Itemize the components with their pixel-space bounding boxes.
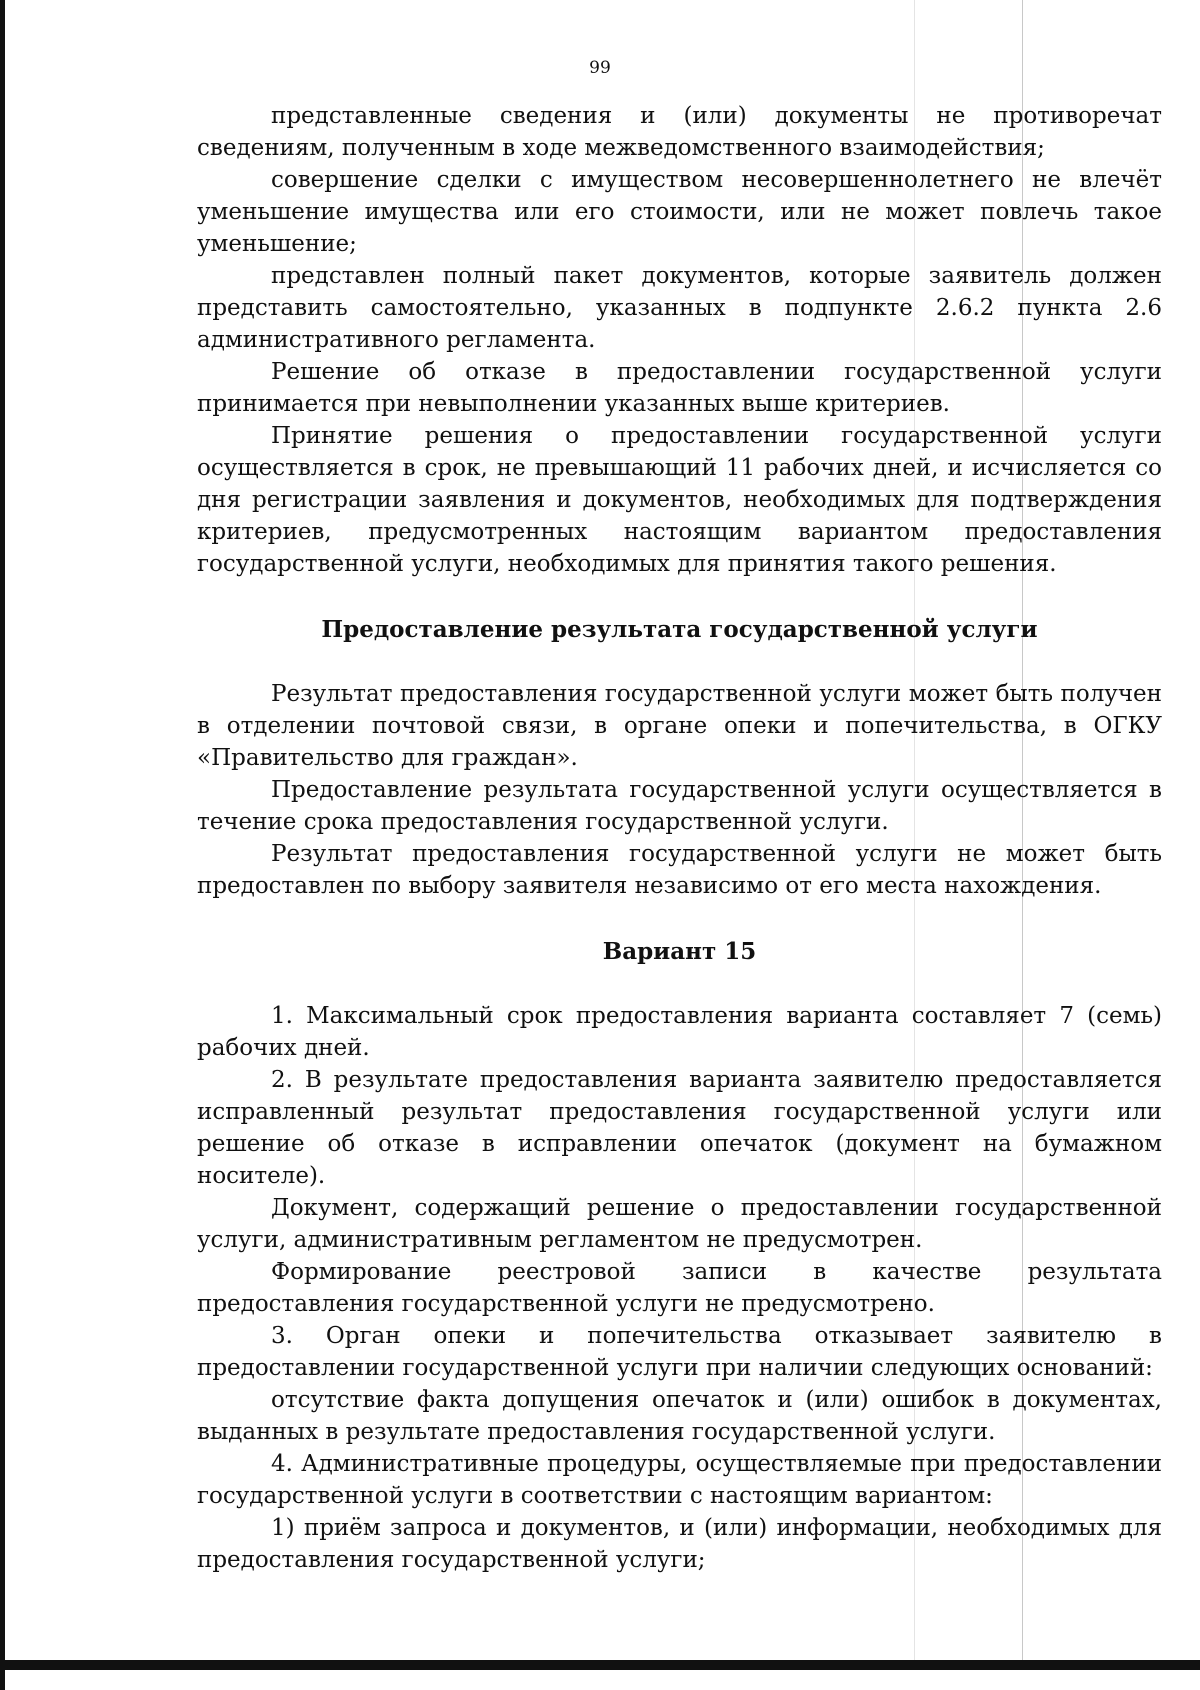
paragraph: Принятие решения о предоставлении государственной услуги осуществляется в срок, не превышающий 11 рабочих дней, и исчисляется со дня регистрации заявления и документов, необходимых для подтверждения критериев, предусмотренных настоящим вариантом предоставления государственной услуги, необходимых для принятия такого решения. [197,423,1162,577]
paragraph: 4. Административные процедуры, осуществляемые при предоставлении государственной услуги в соответствии с настоящим вариантом: [197,1451,1162,1509]
scan-border-left [0,0,5,1690]
section-heading-variant: Вариант 15 [602,938,757,965]
paragraph: Результат предоставления государственной услуги не может быть предоставлен по выбору заявителя независимо от его места нахождения. [197,841,1162,899]
paragraph: представлен полный пакет документов, которые заявитель должен представить самостоятельно, указанных в подпункте 2.6.2 пункта 2.6 административного регламента. [197,263,1162,353]
paragraph: 3. Орган опеки и попечительства отказывает заявителю в предоставлении государственной услуги при наличии следующих оснований: [197,1323,1162,1381]
scan-border-bottom [0,1660,1200,1670]
document-body [197,100,1162,1576]
paragraph: 1. Максимальный срок предоставления варианта составляет 7 (семь) рабочих дней. [197,1003,1162,1061]
paragraph: представленные сведения и (или) документы не противоречат сведениям, полученным в ходе межведомственного взаимодействия; [197,103,1162,161]
paragraph: совершение сделки с имуществом несовершеннолетнего не влечёт уменьшение имущества или его стоимости, или не может повлечь такое уменьшение; [197,167,1162,257]
paragraph: Документ, содержащий решение о предоставлении государственной услуги, административным регламентом не предусмотрен. [197,1195,1162,1253]
page-number: 99 [589,58,611,78]
paragraph: 1) приём запроса и документов, и (или) информации, необходимых для предоставления государственной услуги; [197,1515,1162,1573]
section-result-body [197,678,1162,902]
section-variant-body [197,1000,1162,1576]
paragraph: 2. В результате предоставления варианта заявителю предоставляется исправленный результат предоставления государственной услуги или решение об отказе в исправлении опечаток (документ на бумажном носителе). [197,1067,1162,1189]
paragraph: отсутствие факта допущения опечаток и (или) ошибок в документах, выданных в результате предоставления государственной услуги. [197,1387,1162,1445]
paragraph: Решение об отказе в предоставлении государственной услуги принимается при невыполнении указанных выше критериев. [197,359,1162,417]
paragraph: Формирование реестровой записи в качестве результата предоставления государственной услуги не предусмотрено. [197,1259,1162,1317]
paragraph: Результат предоставления государственной услуги может быть получен в отделении почтовой связи, в органе опеки и попечительства, в ОГКУ «Правительство для граждан». [197,681,1162,771]
section-heading-result: Предоставление результата государственной услуги [321,616,1038,643]
paragraph: Предоставление результата государственной услуги осуществляется в течение срока предоставления государственной услуги. [197,777,1162,835]
